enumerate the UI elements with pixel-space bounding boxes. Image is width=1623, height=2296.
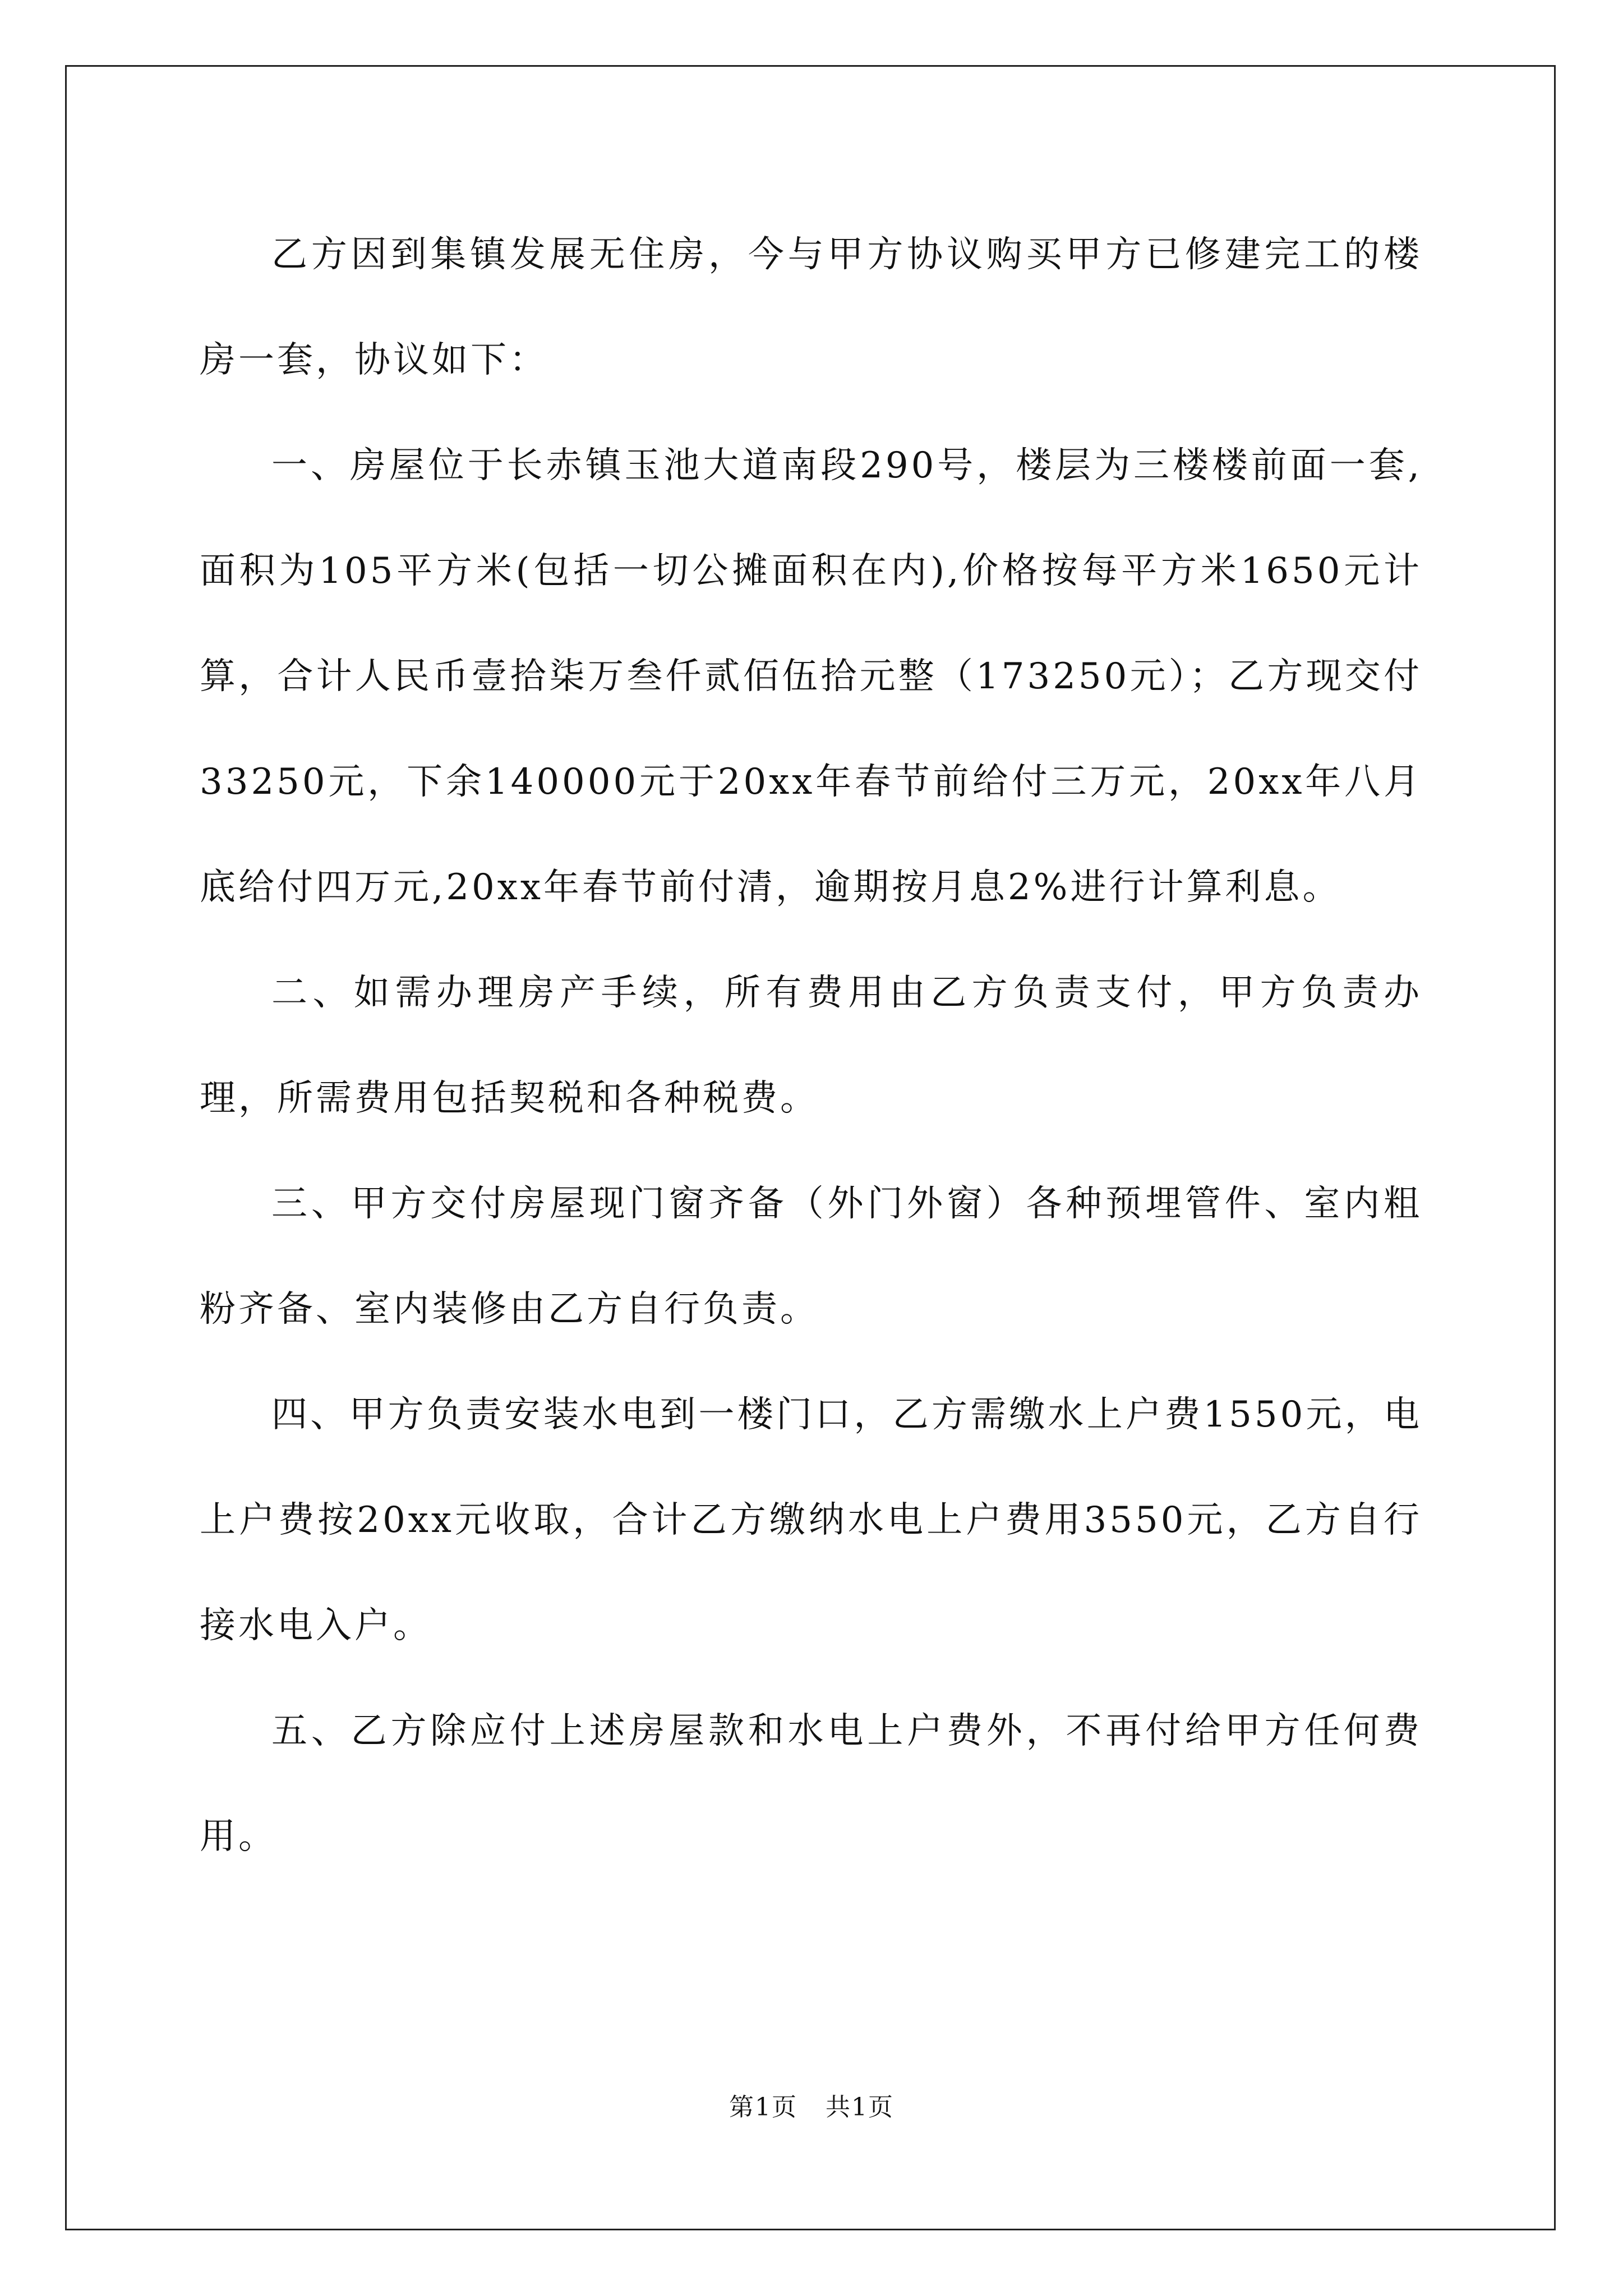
paragraph-clause-5: 五、乙方除应付上述房屋款和水电上户费外，不再付给甲方任何费用。 — [200, 1710, 1422, 1857]
page-number-total: 共1页 — [826, 2093, 894, 2122]
paragraph-clause-1: 一、房屋位于长赤镇玉池大道南段290号，楼层为三楼楼前面一套,面积为105平方米(包括一切公摊面积在内),价格按每平方米1650元计算，合计人民币壹拾柒万叁仟贰佰伍拾元整（173250元）；乙方现交付33250元，下余140000元于20xx年春节前给付三万元，20xx年八月底给付四万元,20xx年春节前付清，逾期按月息2%进行计算利息。 — [200, 445, 1422, 908]
paragraph-intro: 乙方因到集镇发展无住房，今与甲方协议购买甲方已修建完工的楼房一套，协议如下： — [200, 234, 1422, 381]
page-footer — [0, 2087, 1623, 2123]
document-body — [200, 202, 1422, 1889]
page-number-current: 第1页 — [729, 2093, 797, 2122]
paragraph-clause-4: 四、甲方负责安装水电到一楼门口，乙方需缴水上户费1550元，电上户费按20xx元收取，合计乙方缴纳水电上户费用3550元，乙方自行接水电入户。 — [200, 1394, 1422, 1646]
paragraph-clause-3: 三、甲方交付房屋现门窗齐备（外门外窗）各种预埋管件、室内粗粉齐备、室内装修由乙方自行负责。 — [200, 1183, 1422, 1330]
paragraph-clause-2: 二、如需办理房产手续，所有费用由乙方负责支付，甲方负责办理，所需费用包括契税和各种税费。 — [200, 972, 1422, 1119]
